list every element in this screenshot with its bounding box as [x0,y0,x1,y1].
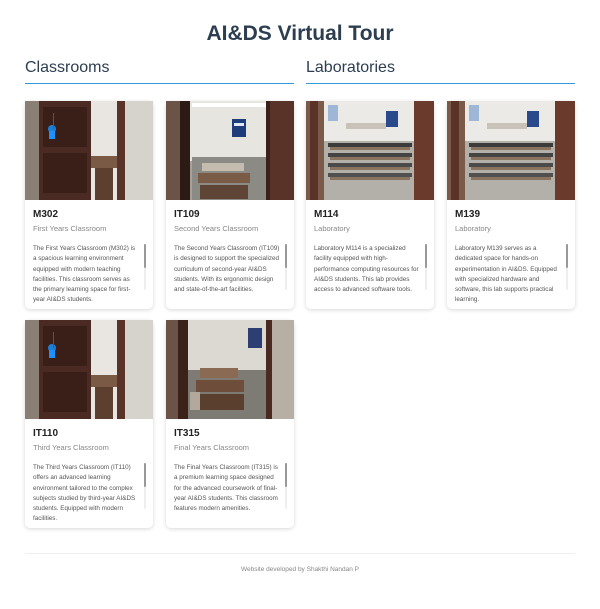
room-description-scroll[interactable] [174,244,286,294]
room-name: IT109 [174,209,200,220]
room-card-m114[interactable] [306,101,434,309]
description-scrollbar[interactable] [144,463,146,509]
footer-credit: Website developed by Shakthi Nandan P [240,566,360,573]
room-type: Final Years Classroom [174,443,250,452]
room-name: M114 [314,209,339,220]
laboratories-heading: Laboratories [306,59,395,76]
room-type: Third Years Classroom [33,443,109,452]
classrooms-divider [25,83,294,84]
room-description: Laboratory M139 serves as a dedicated space for hands-on experimentation in AI&DS. Equipped with specialized hardware and software, this lab supports practical learning. [455,245,557,304]
room-card-it109[interactable] [166,101,294,309]
room-name: IT110 [33,428,59,439]
classrooms-heading: Classrooms [25,59,110,76]
room-description-scroll[interactable] [174,463,286,513]
footer-divider [25,553,575,554]
description-scrollbar[interactable] [566,244,568,290]
description-scrollbar[interactable] [285,244,287,290]
room-description: Laboratory M114 is a specialized facility equipped with high-performance computing resources for AI&DS students. This lab provides access to advanced software tools. [314,245,419,294]
room-description-scroll[interactable] [33,463,145,523]
room-photo-it109[interactable] [166,101,294,200]
description-scrollbar[interactable] [285,463,287,509]
room-type: First Years Classroom [33,224,107,233]
room-name: M139 [455,209,481,220]
room-description-scroll[interactable] [455,244,567,304]
room-type: Second Years Classroom [174,224,259,233]
description-scrollbar[interactable] [425,244,427,290]
description-scrollbar[interactable] [144,244,146,290]
room-card-it110[interactable] [25,320,153,528]
laboratories-divider [306,83,575,84]
room-type: Laboratory [314,224,350,233]
page-title: AI&DS Virtual Tour [206,22,394,45]
room-description: The Third Years Classroom (IT110) offers an advanced learning environment tailored to the complex subjects studied by third-year AI&DS students. Equipped with modern facilities. [33,464,136,523]
room-description: The First Years Classroom (M302) is a spacious learning environment equipped with modern teaching facilities. This classroom serves as the primary learning space for first-year AI&DS students. [33,245,136,304]
room-card-m302[interactable] [25,101,153,309]
room-name: IT315 [174,428,200,439]
room-description-scroll[interactable] [33,244,145,304]
room-photo-it315[interactable] [166,320,294,419]
room-card-m139[interactable] [447,101,575,309]
room-photo-m139[interactable] [447,101,575,200]
room-photo-it110[interactable] [25,320,153,419]
room-description: The Second Years Classroom (IT109) is designed to support the specialized curriculum of second-year AI&DS students. With its ergonomic design and state-of-the-art facilities. [174,245,280,294]
room-type: Laboratory [455,224,491,233]
room-photo-m302[interactable] [25,101,153,200]
room-card-it315[interactable] [166,320,294,528]
room-name: M302 [33,209,59,220]
room-description-scroll[interactable] [314,244,426,294]
room-description: The Final Years Classroom (IT315) is a premium learning space designed for the advanced coursework of final-year AI&DS students. This classroom features modern amenities. [174,464,278,513]
room-photo-m114[interactable] [306,101,434,200]
